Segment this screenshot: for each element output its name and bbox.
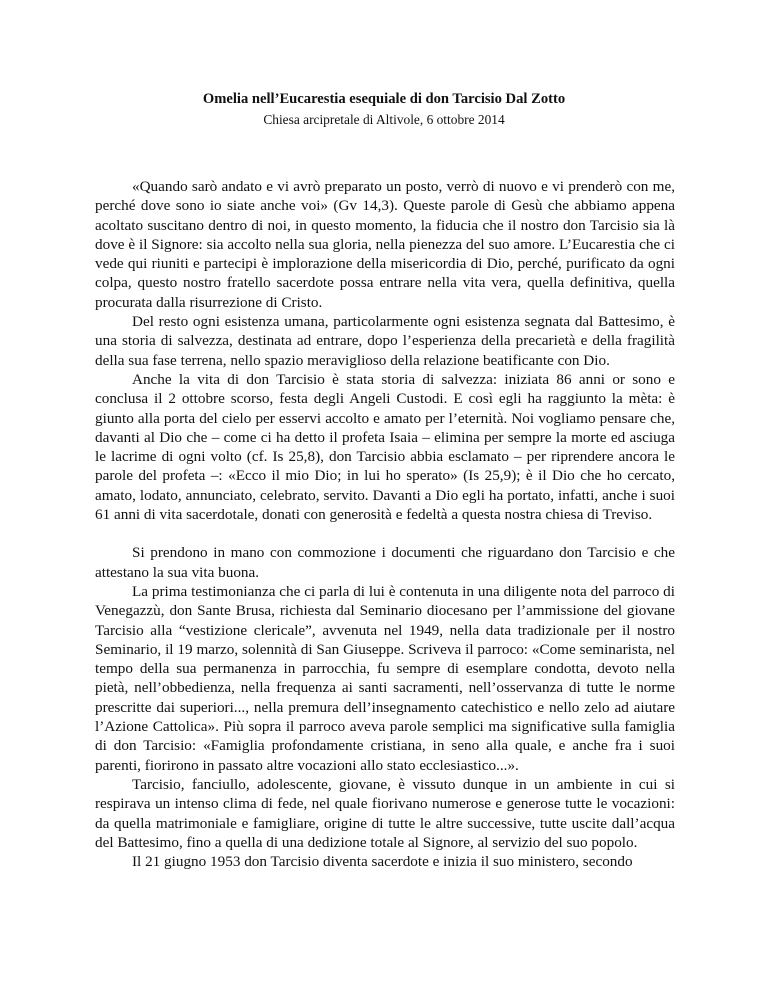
paragraph-6: Tarcisio, fanciullo, adolescente, giovane, è vissuto dunque in un ambiente in cui si respirava un intenso clima di fede, nel quale fiorivano numerose e generose tutte le vocazioni: da quella matrimoniale e famigliare, origine di tutte le altre successive, tutte uscite dall’acqua del Battesimo, fino a quella di una dedizione totale al Signore, al servizio del suo popolo. xyxy=(95,775,675,851)
paragraph-5: La prima testimonianza che ci parla di lui è contenuta in una diligente nota del parroco di Venegazzù, don Sante Brusa, richiesta dal Seminario diocesano per l’ammissione del giovane Tarcisio alla “vestizione clericale”, avvenuta nel 1949, nella data tradizionale per il nostro Seminario, il 19 marzo, solennità di San Giuseppe. Scriveva il parroco: «Come seminarista, nel tempo della sua permanenza in parrocchia, fu sempre di esemplare condotta, devoto nella pietà, nell’obbedienza, nella frequenza ai santi sacramenti, nell’osservanza di tutte le norme prescritte dai superiori..., nella premura dell’insegnamento catechistico e nello zelo ad aiutare l’Azione Cattolica». Più sopra il parroco aveva parole semplici ma significative sulla famiglia di don Tarcisio: «Famiglia profondamente cristiana, in seno alla quale, e anche fra i suoi parenti, fiorirono in passato altre vocazioni allo stato ecclesiastico...». xyxy=(95,582,675,774)
paragraph-7: Il 21 giugno 1953 don Tarcisio diventa sacerdote e inizia il suo ministero, secondo xyxy=(132,853,633,871)
document-subtitle: Chiesa arcipretale di Altivole, 6 ottobre 2014 xyxy=(263,112,505,127)
paragraph-2: Del resto ogni esistenza umana, particolarmente ogni esistenza segnata dal Battesimo, è una storia di salvezza, destinata ad entrare, dopo l’esperienza della precarietà e della fragilità della sua fase terrena, nello spazio meraviglioso della relazione beatificante con Dio. xyxy=(95,313,675,369)
paragraph-4: Si prendono in mano con commozione i documenti che riguardano don Tarcisio e che attestano la sua vita buona. xyxy=(95,544,675,581)
document-title: Omelia nell’Eucarestia esequiale di don Tarcisio Dal Zotto xyxy=(202,91,566,107)
paragraph-1: «Quando sarò andato e vi avrò preparato un posto, verrò di nuovo e vi prenderò con me, perché dove sono io siate anche voi» (Gv 14,3). Queste parole di Gesù che abbiamo appena acoltato suscitano dentro di noi, in questo momento, la fiducia che il nostro don Tarcisio sia là dove è il Signore: sia accolto nella sua gloria, nella pienezza del suo amore. L’Eucarestia che ci vede qui riuniti e partecipi è implorazione della misericordia di Dio, perché, purificato da ogni colpa, questo nostro fratello sacerdote possa entrare nella vita vera, quella definitiva, quella procurata dalla risurrezione di Cristo. xyxy=(95,178,675,311)
paragraph-3: Anche la vita di don Tarcisio è stata storia di salvezza: iniziata 86 anni or sono e conclusa il 2 ottobre scorso, festa degli Angeli Custodi. E così egli ha raggiunto la mèta: è giunto alla porta del cielo per esservi accolto e amato per l’eternità. Noi vogliamo pensare che, davanti al Dio che – come ci ha detto il profeta Isaia – elimina per sempre la morte ed asciuga le lacrime di ogni volto (cf. Is 25,8), don Tarcisio abbia esclamato – per riprendere ancora le parole del profeta –: «Ecco il mio Dio; in lui ho sperato» (Is 25,9); è il Dio che ho cercato, amato, lodato, annunciato, celebrato, servito. Davanti a Dio egli ha portato, infatti, anche i suoi 61 anni di vita sacerdotale, donati con generosità e fedeltà a questa nostra chiesa di Treviso. xyxy=(95,370,675,524)
document-body xyxy=(95,177,675,871)
